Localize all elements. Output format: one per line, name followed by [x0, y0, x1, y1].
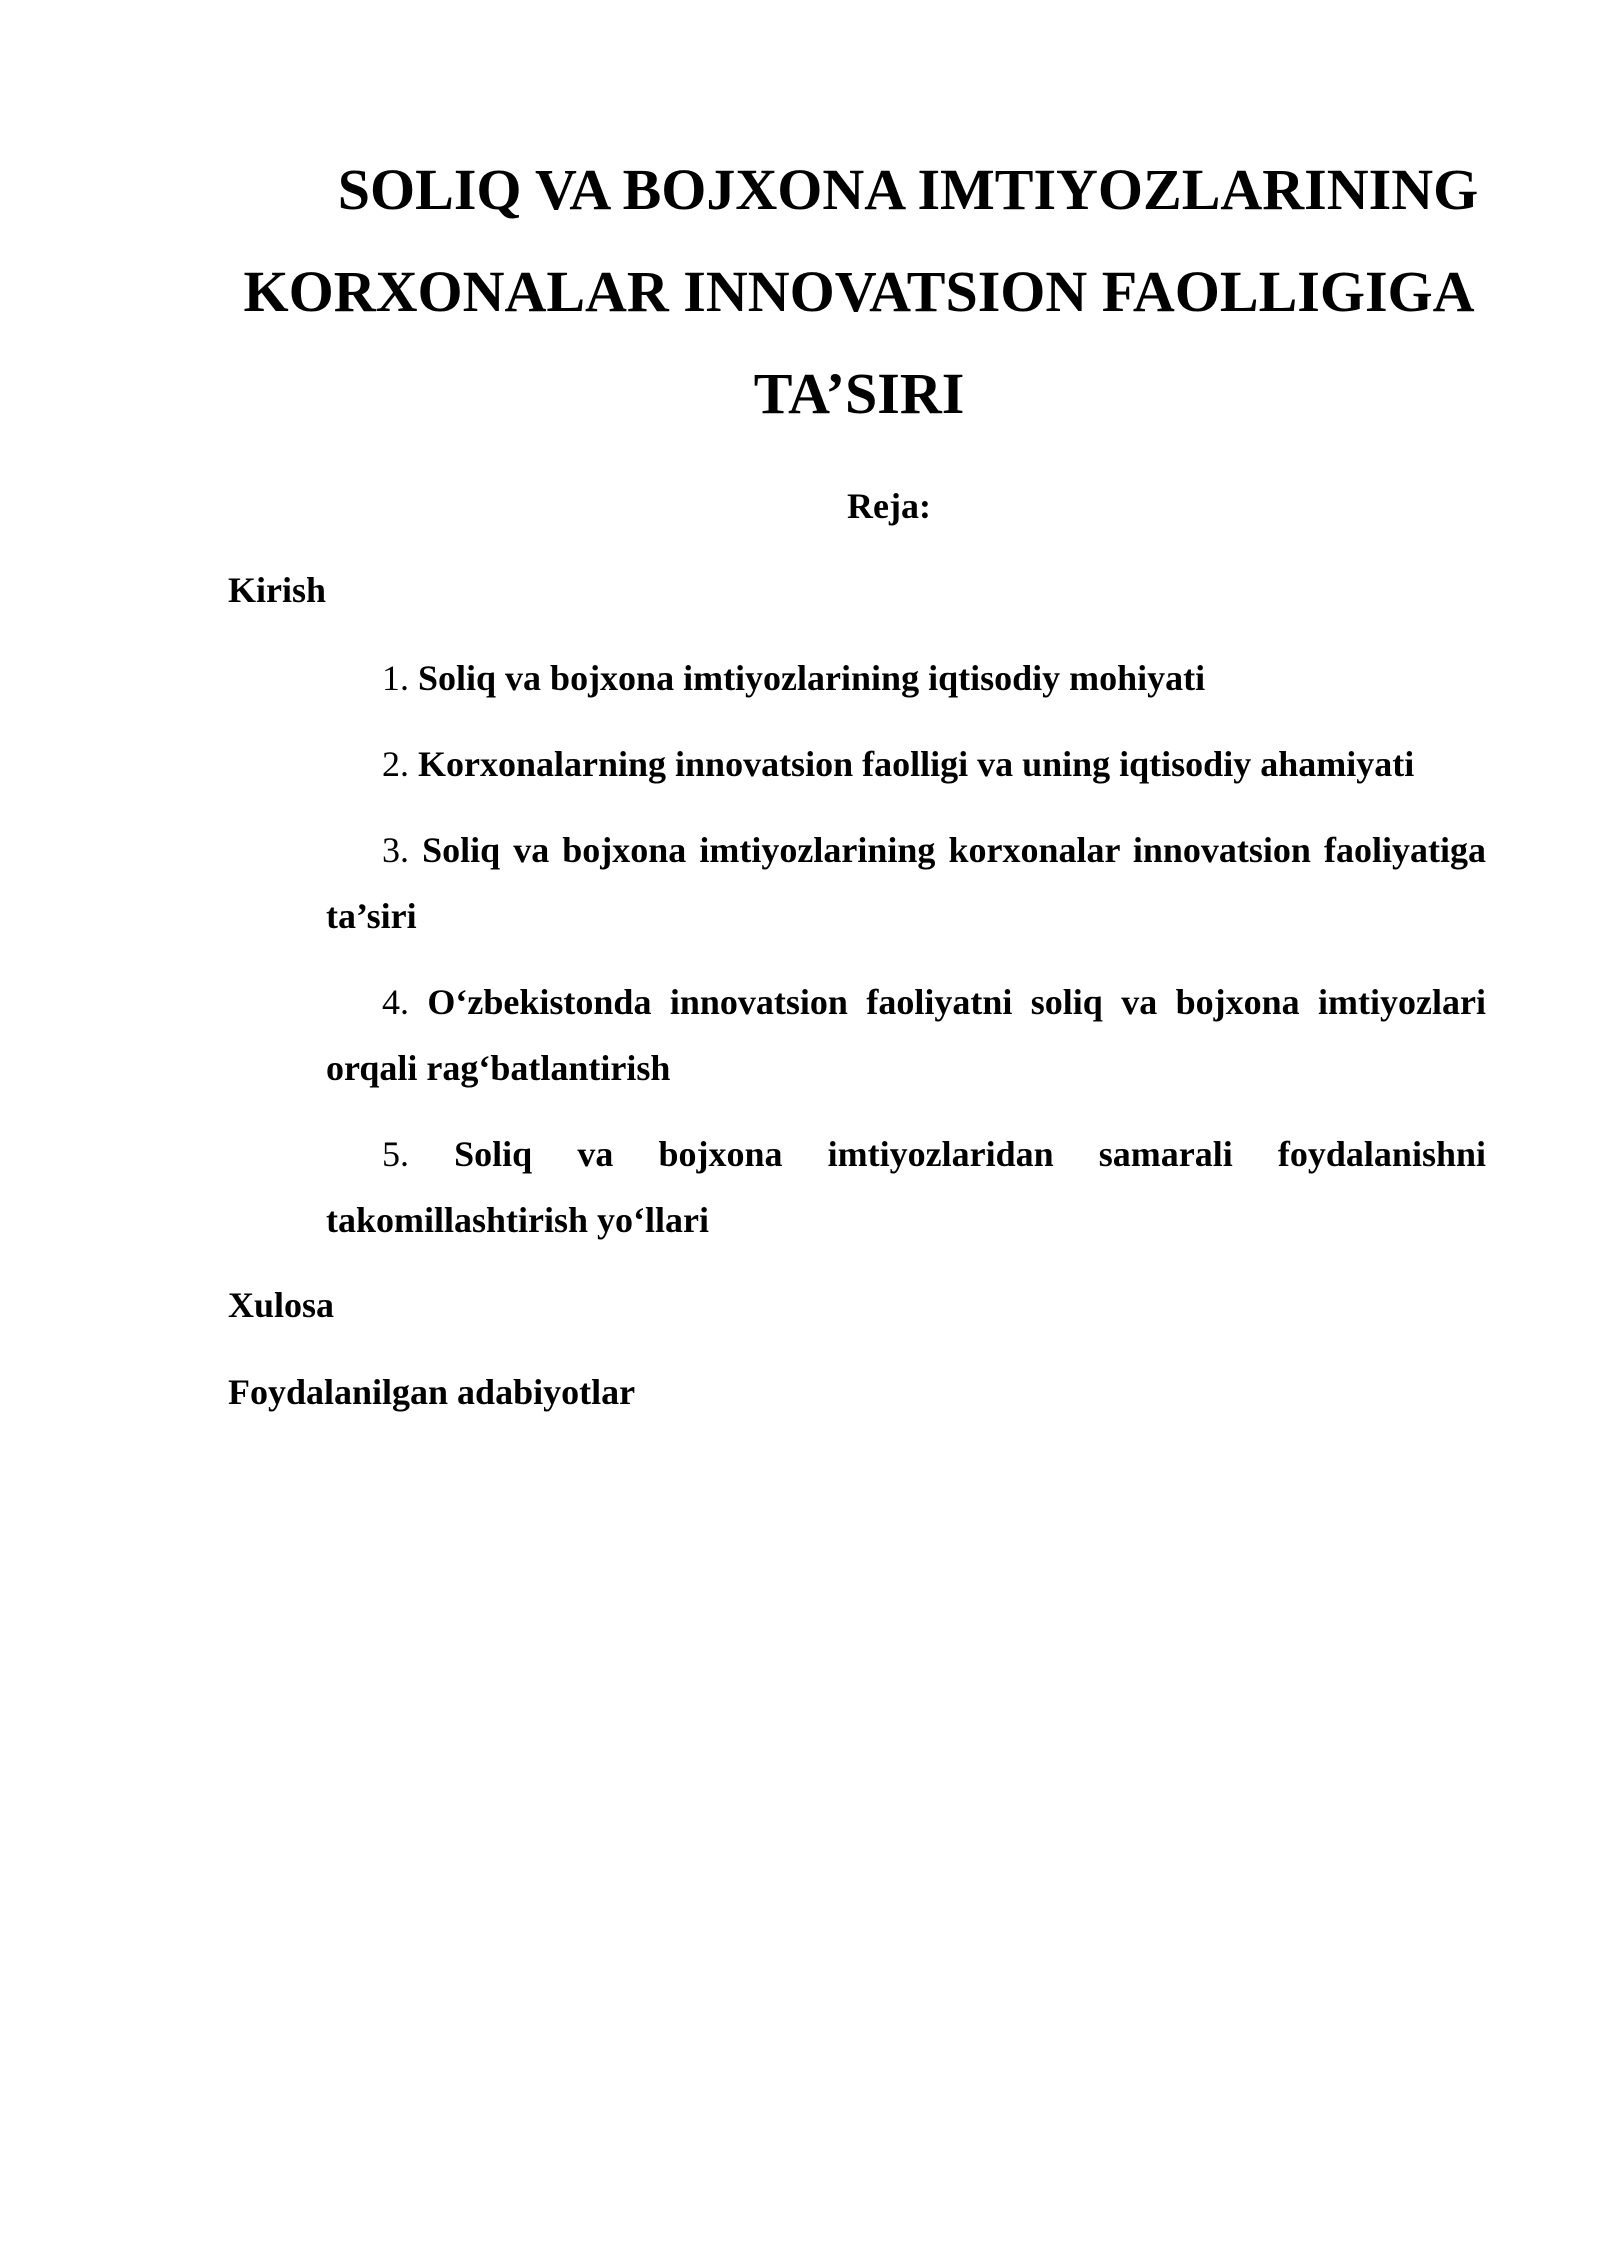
plan-item-5	[326, 1121, 1486, 1253]
plan-item-text: O‘zbekistonda innovatsion faoliyatni soliq va bojxona imtiyozlari orqali rag‘batlantirish	[326, 982, 1486, 1088]
plan-item-text: Soliq va bojxona imtiyozlarining iqtisodiy mohiyati	[418, 658, 1206, 698]
plan-item-3	[326, 817, 1486, 949]
plan-label: Reja:	[847, 486, 931, 526]
plan-item-text: Soliq va bojxona imtiyozlarining korxonalar innovatsion faoliyatiga ta’siri	[326, 830, 1486, 936]
plan-item-number: 3.	[382, 830, 409, 870]
document-title-line-1: SOLIQ VA BOJXONA IMTIYOZLARINING	[337, 157, 1479, 222]
document-title-line-2: KORXONALAR INNOVATSION FAOLLIGIGA	[243, 259, 1475, 324]
plan-item-number: 1.	[382, 658, 409, 698]
document-title-line-3: TA’SIRI	[753, 361, 965, 426]
conclusion-heading: Xulosa	[228, 1285, 335, 1325]
references-heading: Foydalanilgan adabiyotlar	[228, 1372, 636, 1412]
plan-item-number: 5.	[382, 1134, 409, 1174]
plan-item-1	[326, 645, 1486, 711]
plan-item-number: 4.	[382, 982, 409, 1022]
plan-item-4	[326, 969, 1486, 1101]
intro-heading: Kirish	[228, 570, 327, 610]
plan-item-text: Korxonalarning innovatsion faolligi va uning iqtisodiy ahamiyati	[418, 744, 1415, 784]
plan-item-2	[326, 731, 1486, 797]
plan-item-number: 2.	[382, 744, 409, 784]
plan-list	[326, 645, 1486, 1273]
plan-item-text: Soliq va bojxona imtiyozlaridan samarali foydalanishni takomillashtirish yo‘llari	[326, 1134, 1487, 1240]
